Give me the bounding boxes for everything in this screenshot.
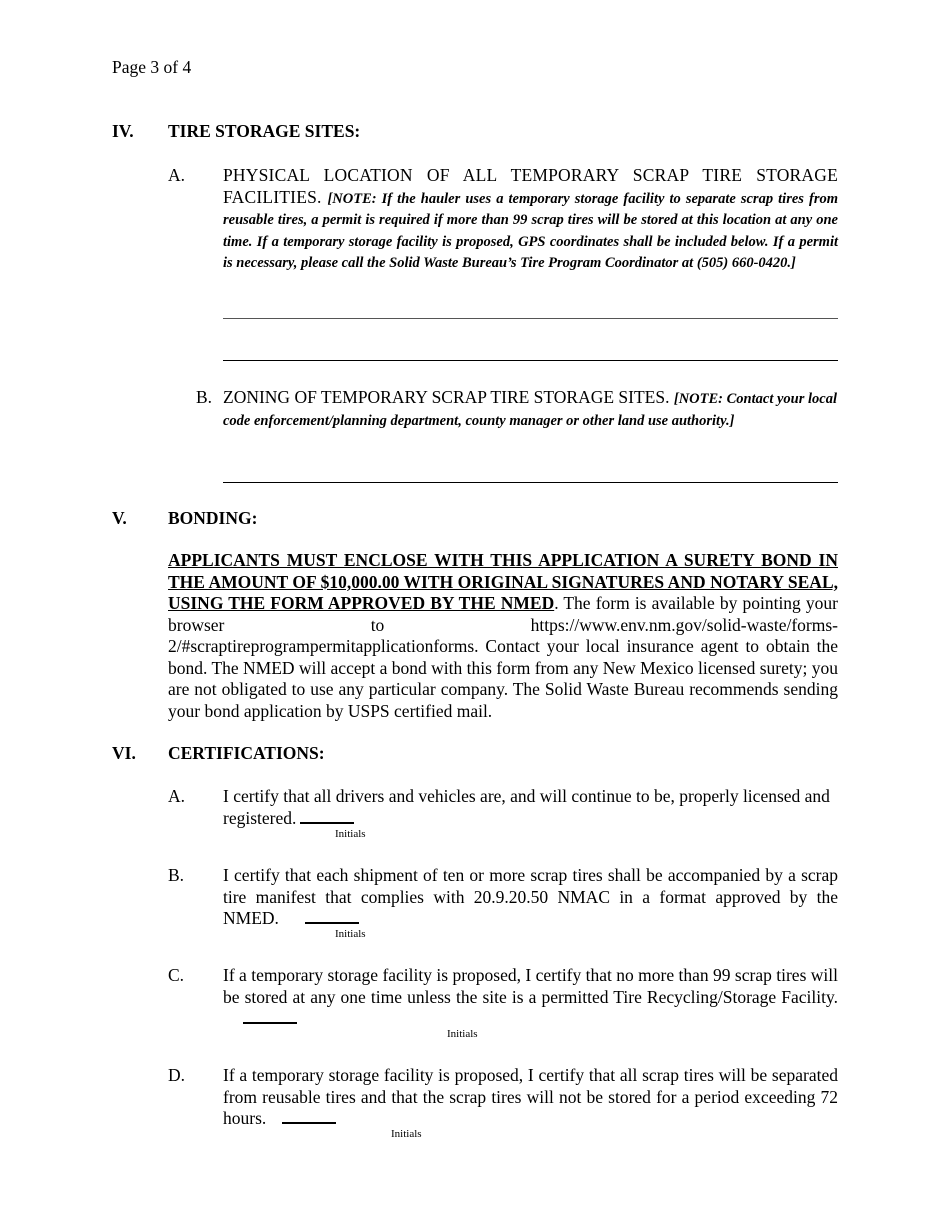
section-iv-item-b-letter: B. [196,387,213,407]
item-b-note: [NOTE: Contact your local code enforcement/planning department, county manager or other land use authority.] [223,391,837,429]
bonding-body: . The form is available by pointing your browser to https://www.env.nm.gov/solid-waste/forms-2/#scraptireprogrampermitapplicationforms. Contact your local insurance agent to obtain the bond. The NMED will accept a bond with this form from any New Mexico licensed surety; you are not obligated to use any particular company. The Solid Waste Bureau recommends sending your bond application by USPS certified mail. [168,593,838,721]
location-answer-line-2[interactable] [223,360,838,361]
page-number: Page 3 of 4 [112,57,192,77]
cert-b-initials-label: Initials [335,928,366,940]
item-a-heading: PHYSICAL LOCATION OF ALL TEMPORARY SCRAP TIRE STORAGE FACILITIES. [223,165,838,207]
cert-b-statement: I certify that each shipment of ten or more scrap tires shall be accompanied by a scrap tire manifest that complies with 20.9.20.50 NMAC in a format approved by the NMED. [223,865,838,928]
zoning-answer-line[interactable] [223,482,838,483]
cert-c-initials-field[interactable] [243,1008,297,1024]
location-answer-line-1[interactable] [223,318,838,319]
section-vi-number: VI. [112,743,136,763]
section-iv-title: TIRE STORAGE SITES: [168,121,361,141]
cert-a-text [223,786,838,829]
cert-d-initials-label: Initials [391,1128,422,1140]
cert-a-initials-label: Initials [335,828,366,840]
section-iv-item-b-text [223,387,838,430]
cert-d-statement: If a temporary storage facility is proposed, I certify that all scrap tires will be separated from reusable tires and that the scrap tires will not be stored for a period exceeding 72 hours. [223,1065,838,1128]
item-a-note: [NOTE: If the hauler uses a temporary storage facility to separate scrap tires from reusable tires, a permit is required if more than 99 scrap tires will be stored at this location at any one time. If a temporary storage facility is proposed, GPS coordinates shall be included below. If a permit is necessary, please call the Solid Waste Bureau’s Tire Program Coordinator at (505) 660-0420.] [223,190,838,271]
cert-a-statement: I certify that all drivers and vehicles are, and will continue to be, properly licensed and registered. [223,786,830,828]
bonding-requirement: APPLICANTS MUST ENCLOSE WITH THIS APPLICATION A SURETY BOND IN THE AMOUNT OF $10,000.00 WITH ORIGINAL SIGNATURES AND NOTARY SEAL, USING THE FORM APPROVED BY THE NMED [168,550,838,613]
section-iv-item-a-letter: A. [168,165,186,185]
cert-d-text [223,1065,838,1130]
section-v-number: V. [112,508,127,528]
section-vi-title: CERTIFICATIONS: [168,743,325,763]
cert-c-statement: If a temporary storage facility is proposed, I certify that no more than 99 scrap tires will be stored at any one time unless the site is a permitted Tire Recycling/Storage Facility. [223,965,838,1007]
cert-b-text [223,865,838,930]
cert-c-letter: C. [168,965,185,985]
section-v-title: BONDING: [168,508,258,528]
cert-d-letter: D. [168,1065,186,1085]
cert-d-initials-field[interactable] [282,1108,336,1124]
cert-b-initials-field[interactable] [305,908,359,924]
cert-c-text [223,965,838,1030]
section-iv-item-a-text [223,165,838,273]
cert-a-letter: A. [168,786,186,806]
cert-c-initials-label: Initials [447,1028,478,1040]
item-b-heading: ZONING OF TEMPORARY SCRAP TIRE STORAGE SITES. [223,387,670,407]
bonding-paragraph [168,550,838,722]
cert-a-initials-field[interactable] [300,808,354,824]
section-iv-number: IV. [112,121,134,141]
cert-b-letter: B. [168,865,185,885]
